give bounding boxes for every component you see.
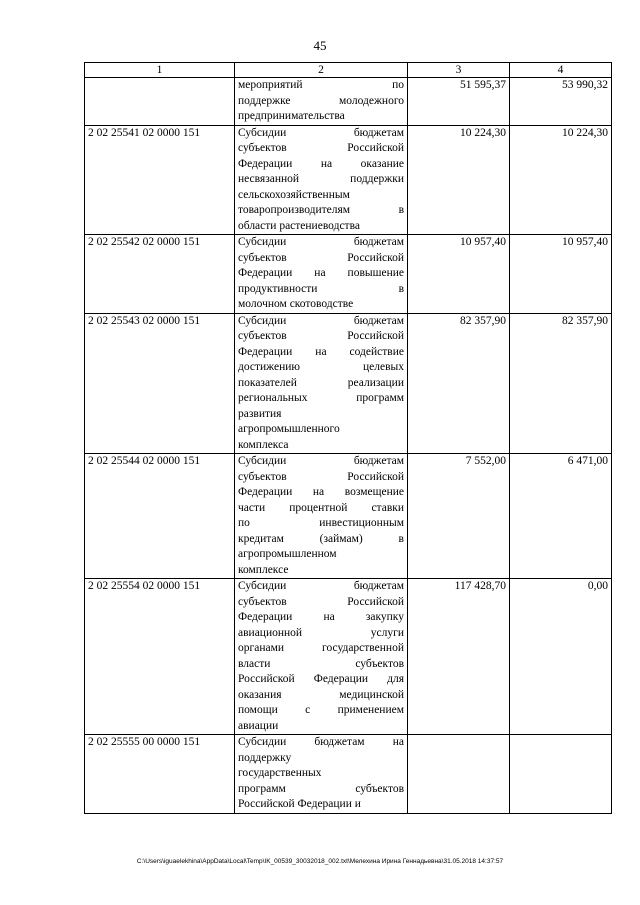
amount-col-4-cell: 53 990,32 — [510, 78, 612, 126]
budget-code-cell: 2 02 25555 00 0000 151 — [85, 735, 235, 814]
description-line: поддержке молодежного — [238, 94, 404, 107]
table-row — [85, 454, 612, 579]
budget-code-cell: 2 02 25542 02 0000 151 — [85, 235, 235, 314]
description-line: агропромышленном — [238, 548, 337, 560]
description-line: продуктивности в — [238, 282, 404, 295]
amount-col-4-cell: 10 957,40 — [510, 235, 612, 314]
page-number: 45 — [313, 38, 327, 53]
description-line: программ субъектов — [238, 782, 404, 795]
budget-code-cell: 2 02 25541 02 0000 151 — [85, 125, 235, 235]
table-body — [85, 78, 612, 814]
description-line: Субсидии бюджетам — [238, 314, 404, 327]
description-line: развития — [238, 407, 282, 420]
header-col-2: 2 — [235, 63, 408, 78]
description-line: по инвестиционным — [238, 517, 404, 529]
budget-code-cell: 2 02 25543 02 0000 151 — [85, 313, 235, 454]
description-cell — [235, 313, 408, 454]
description-line: региональных программ — [238, 392, 404, 404]
description-line: комплекса — [238, 438, 289, 451]
description-line: субъектов Российской — [238, 595, 404, 608]
description-line: комплексе — [238, 563, 289, 576]
description-cell — [235, 235, 408, 314]
table-row — [85, 313, 612, 454]
description-line: авиации — [238, 719, 279, 732]
description-line: оказания медицинской — [238, 688, 404, 701]
description-line: Федерации на возмещение — [238, 486, 404, 498]
description-line: Субсидии бюджетам на — [238, 736, 404, 748]
description-line: товаропроизводителям в — [238, 204, 404, 216]
header-col-1: 1 — [85, 63, 235, 78]
table-row — [85, 235, 612, 314]
amount-col-4-cell: 10 224,30 — [510, 125, 612, 235]
table-row — [85, 125, 612, 235]
description-line: Федерации на содействие — [238, 345, 404, 358]
description-line: помощи с применением — [238, 704, 404, 716]
description-line: показателей реализации — [238, 376, 404, 389]
description-line: Субсидии бюджетам — [238, 455, 404, 467]
description-cell — [235, 125, 408, 235]
header-col-3: 3 — [408, 63, 510, 78]
amount-col-4-cell: 0,00 — [510, 579, 612, 735]
description-line: Федерации на оказание — [238, 157, 404, 170]
budget-code-cell: 2 02 25544 02 0000 151 — [85, 454, 235, 579]
amount-col-3-cell: 82 357,90 — [408, 313, 510, 454]
description-line: части процентной ставки — [238, 501, 404, 514]
description-line: сельскохозяйственным — [238, 188, 350, 201]
description-line: Субсидии бюджетам — [238, 126, 404, 139]
table-row — [85, 735, 612, 814]
description-line: субъектов Российской — [238, 470, 404, 483]
description-line: поддержку — [238, 751, 292, 764]
description-line: власти субъектов — [238, 657, 404, 670]
description-line: мероприятий по — [238, 79, 404, 91]
description-line: Российской Федерации для — [238, 673, 404, 685]
amount-col-4-cell — [510, 735, 612, 814]
description-line: Федерации на повышение — [238, 267, 404, 279]
description-line: молочном скотоводстве — [238, 298, 354, 310]
description-line: Субсидии бюджетам — [238, 236, 404, 248]
description-line: Федерации на закупку — [238, 611, 404, 623]
description-line: субъектов Российской — [238, 251, 404, 264]
description-line: авиационной услуги — [238, 626, 404, 639]
description-line: несвязанной поддержки — [238, 173, 404, 185]
description-line: Российской Федерации и — [238, 798, 361, 810]
description-line: предпринимательства — [238, 110, 345, 122]
budget-code-cell — [85, 78, 235, 126]
description-line: субъектов Российской — [238, 142, 404, 154]
amount-col-3-cell: 51 595,37 — [408, 78, 510, 126]
table-row — [85, 579, 612, 735]
budget-table — [84, 62, 612, 814]
description-line: Субсидии бюджетам — [238, 580, 404, 592]
description-line: государственных — [238, 767, 322, 779]
footer-file-path: C:\Users\iguaelekhina\AppData\Local\Temp\IK_00539_30032018_002.txt\Мелехина Ирина Геннадьевна\31.05.2018 14:37:57 — [136, 858, 504, 865]
description-line: субъектов Российской — [238, 330, 404, 342]
description-line: достижению целевых — [238, 361, 404, 373]
description-cell — [235, 78, 408, 126]
amount-col-4-cell: 82 357,90 — [510, 313, 612, 454]
amount-col-3-cell: 117 428,70 — [408, 579, 510, 735]
amount-col-3-cell: 10 957,40 — [408, 235, 510, 314]
budget-code-cell: 2 02 25554 02 0000 151 — [85, 579, 235, 735]
description-line: кредитам (займам) в — [238, 532, 404, 545]
amount-col-3-cell: 10 224,30 — [408, 125, 510, 235]
table-header-row — [85, 63, 612, 78]
description-line: области растениеводства — [238, 219, 360, 232]
amount-col-4-cell: 6 471,00 — [510, 454, 612, 579]
amount-col-3-cell: 7 552,00 — [408, 454, 510, 579]
description-line: органами государственной — [238, 642, 404, 654]
description-cell — [235, 735, 408, 814]
table-row — [85, 78, 612, 126]
amount-col-3-cell — [408, 735, 510, 814]
description-line: агропромышленного — [238, 423, 340, 435]
description-cell — [235, 579, 408, 735]
description-cell — [235, 454, 408, 579]
header-col-4: 4 — [510, 63, 612, 78]
